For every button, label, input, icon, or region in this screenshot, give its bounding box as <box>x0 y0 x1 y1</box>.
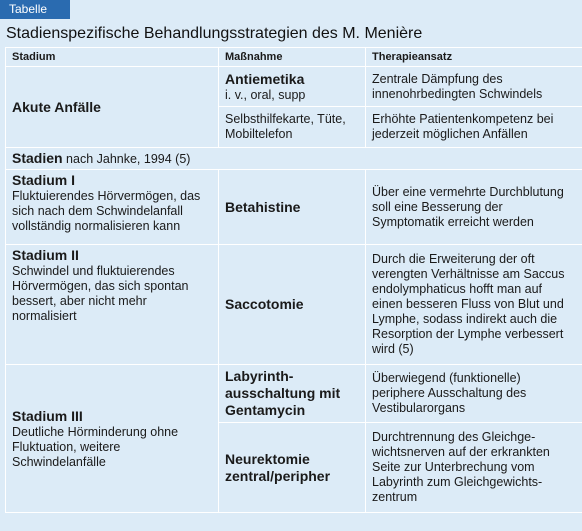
treatment-table <box>5 47 582 513</box>
measure-bold: Antiemetika <box>225 70 305 87</box>
stage-name: Stadium II <box>12 247 79 263</box>
measure-sub: i. v., oral, supp <box>225 87 306 102</box>
approach-cell: Durchtrennung des Gleichge-wichtsnerven auf der erkrankten Seite zur Unterbrechung vom Labyrinth zum Gleichgewichts-zentrum <box>366 423 582 513</box>
stage-cell <box>6 245 219 365</box>
approach-cell: Erhöhte Patientenkompetenz bei jederzeit möglichen Anfällen <box>366 107 582 148</box>
stage-name: Akute Anfälle <box>12 98 101 115</box>
measure-bold: Betahistine <box>225 198 301 215</box>
stage-name: Stadium III <box>12 407 83 424</box>
approach-cell: Durch die Erweiterung der oft verengten Verhältnisse am Saccus endolymphaticus hofft man auf einen besseren Fluss von Blut und Lymphe, sodass indirekt auch die Resorption der Lymphe verbessert wird (5) <box>366 245 582 365</box>
measure-cell <box>219 245 366 365</box>
measure-bold: Saccotomie <box>225 296 304 312</box>
approach-cell: Überwiegend (funktionelle) periphere Ausschaltung des Vestibularorgans <box>366 365 582 423</box>
section-cell <box>6 148 582 170</box>
measure-sub: Selbsthilfekarte, Tüte, Mobiltelefon <box>225 112 346 141</box>
measure-bold: Neurektomie zentral/peripher <box>225 450 331 484</box>
stage-desc: Deutliche Hörminderung ohne Fluktuation, weitere Schwindelanfälle <box>12 424 179 469</box>
stage-name: Stadium I <box>12 172 76 188</box>
stage-desc: Fluktuierendes Hörvermögen, das sich nach dem Schwindelanfall vollständig normalisieren kann <box>12 189 201 233</box>
measure-cell <box>219 423 366 513</box>
stage-cell <box>6 365 219 513</box>
approach-cell: Zentrale Dämpfung des innenohrbedingten Schwindels <box>366 67 582 107</box>
header-row <box>6 48 582 67</box>
table-row <box>6 67 582 107</box>
table-tag: Tabelle <box>0 0 70 19</box>
header-measure: Maßnahme <box>219 48 366 67</box>
section-bold: Stadien <box>12 149 63 166</box>
stage-cell <box>6 67 219 148</box>
table-row <box>6 170 582 245</box>
table-row <box>6 365 582 423</box>
stage-cell <box>6 170 219 245</box>
header-stage: Stadium <box>6 48 219 67</box>
stage-desc: Schwindel und fluktuierendes Hörvermögen, das sich spontan bessert, aber nicht mehr normalisiert <box>12 264 189 323</box>
section-row <box>6 148 582 170</box>
header-approach: Therapieansatz <box>366 48 582 67</box>
measure-cell <box>219 170 366 245</box>
table-title: Stadienspezifische Behandlungsstrategien des M. Menière <box>6 25 423 42</box>
measure-cell <box>219 365 366 423</box>
section-rest: nach Jahnke, 1994 (5) <box>62 151 191 166</box>
measure-cell <box>219 67 366 107</box>
measure-cell <box>219 107 366 148</box>
approach-cell: Über eine vermehrte Durchblutung soll eine Besserung der Symptomatik erreicht werden <box>366 170 582 245</box>
measure-bold: Labyrinth-ausschaltung mit Gentamycin <box>225 368 341 418</box>
table-row <box>6 245 582 365</box>
